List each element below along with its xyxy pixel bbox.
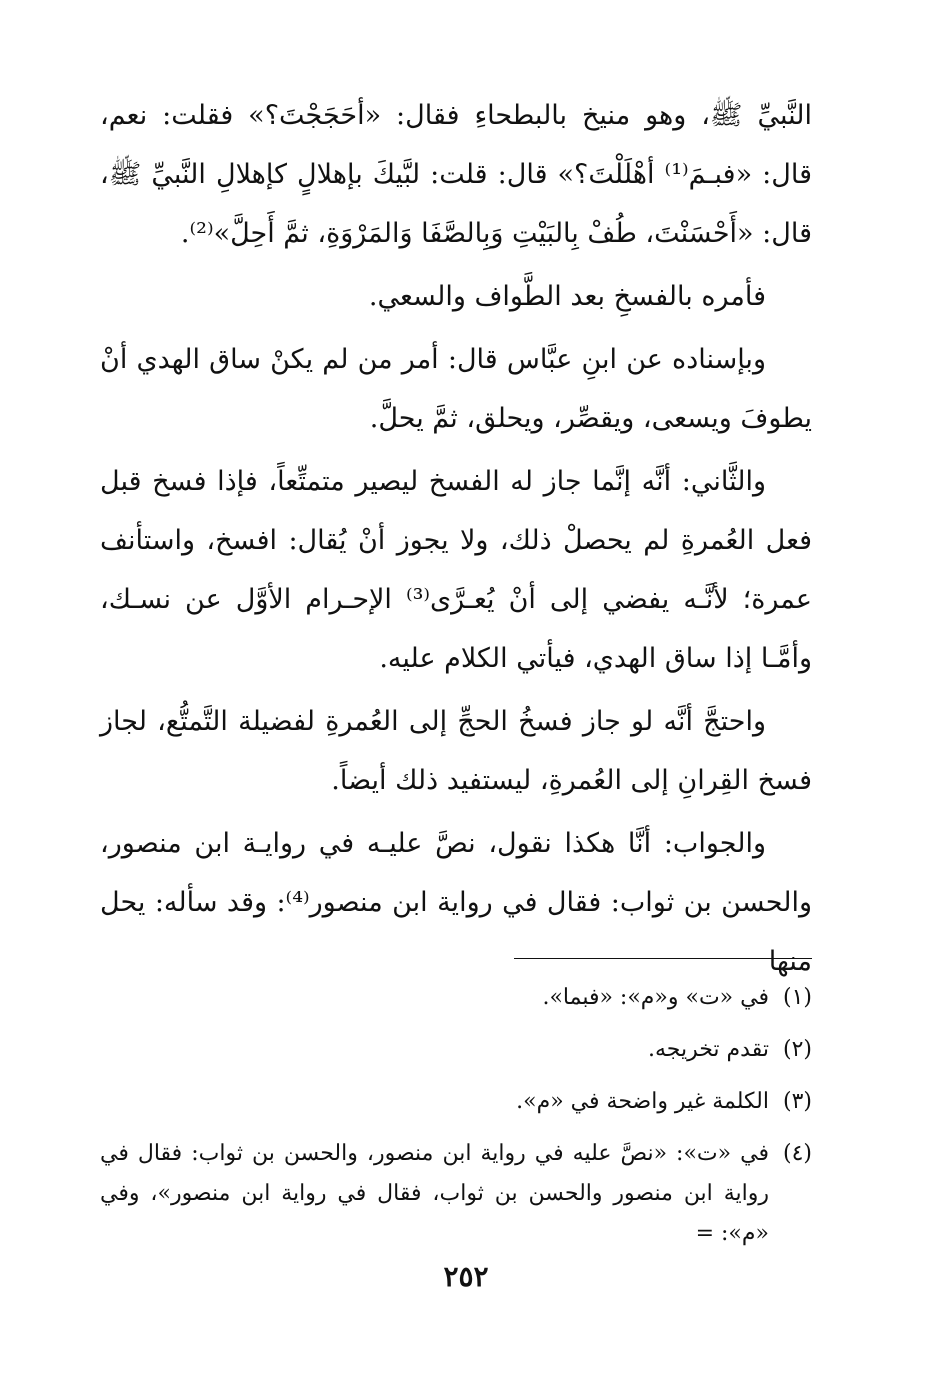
footnote-number: (٣) bbox=[782, 1089, 812, 1114]
footnote-text: في «ت»: «نصَّ عليه في رواية ابن منصور، والحسن بن ثواب: فقال في رواية ابن منصور والحسن بن ثواب، فقال في رواية ابن منصور»، وفي «م»: = bbox=[100, 1141, 769, 1246]
footnote-text: في «ت» و«م»: «فبما». bbox=[542, 985, 769, 1010]
page-number: ٢٥٢ bbox=[443, 1260, 489, 1293]
footnote-number: (٤) bbox=[782, 1141, 812, 1166]
footnote bbox=[100, 1082, 812, 1122]
footnote-text: تقدم تخريجه. bbox=[647, 1037, 769, 1062]
footnote-text: الكلمة غير واضحة في «م». bbox=[516, 1089, 769, 1114]
main-text bbox=[100, 86, 812, 995]
paragraph: فأمره بالفسخِ بعد الطَّواف والسعي. bbox=[368, 281, 766, 312]
paragraph: وبإسناده عن ابنِ عبَّاس قال: أمر من لم يكنْ ساق الهدي أنْ يطوفَ ويسعى، ويقصِّر، ويحلق، ثمَّ يحلَّ. bbox=[100, 344, 812, 434]
footnote bbox=[100, 1030, 812, 1070]
footnote-divider bbox=[514, 958, 812, 959]
footnote bbox=[100, 1134, 812, 1254]
footnotes bbox=[100, 978, 812, 1266]
footnote-number: (٢) bbox=[782, 1037, 812, 1062]
footnote-number: (١) bbox=[782, 985, 812, 1010]
paragraph: والثَّاني: أنَّه إنَّما جاز له الفسخ ليصير متمتِّعاً، فإذا فسخ قبل فعل العُمرةِ لم يحصلْ ذلك، ولا يجوز أنْ يُقال: افسخ، واستأنف عمرة؛ لأنَّـه يفضي إلى أنْ يُعـرَّى⁽³⁾ الإحـرام الأوَّل عن نسـك، وأمَّـا إذا ساق الهدي، فيأتي الكلام عليه. bbox=[100, 466, 813, 674]
paragraph: واحتجَّ أنَّه لو جاز فسخُ الحجِّ إلى العُمرةِ لفضيلة التَّمتُّع، لجاز فسخ القِرانِ إلى العُمرةِ، ليستفيد ذلك أيضاً. bbox=[100, 706, 812, 796]
paragraph: والجواب: أنَّا هكذا نقول، نصَّ عليـه في روايـة ابن منصور، والحسن بن ثواب: فقال في رواية ابن منصور⁽⁴⁾: وقد سأله: يحل منها bbox=[100, 828, 813, 977]
paragraph: النَّبيِّ ﷺ، وهو منيخ بالبطحاءِ فقال: «أحَجَجْتَ؟» فقلت: نعم، قال: «فبـمَ⁽¹⁾ أهْلَلْتَ؟» قال: قلت: لبَّيكَ بإهلالٍ كإهلالِ النَّبيِّ ﷺ، قال: «أَحْسَنْتَ، طُفْ بِالبَيْتِ وَبِالصَّفَا وَالمَرْوَةِ، ثمَّ أَحِلَّ»⁽²⁾. bbox=[100, 100, 812, 249]
footnote bbox=[100, 978, 812, 1018]
